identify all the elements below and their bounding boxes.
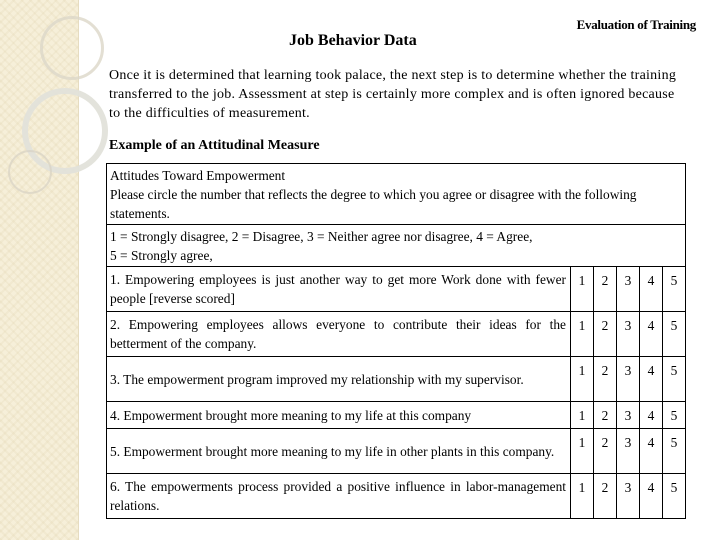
rating-option[interactable]: 3 xyxy=(617,402,640,429)
rating-option[interactable]: 1 xyxy=(571,267,594,312)
rating-option[interactable]: 2 xyxy=(594,402,617,429)
decorative-side-panel xyxy=(0,0,79,540)
rating-option[interactable]: 1 xyxy=(571,474,594,519)
page-title: Job Behavior Data xyxy=(289,32,417,49)
statement-row xyxy=(107,474,686,519)
rating-option[interactable]: 2 xyxy=(594,474,617,519)
intro-paragraph: Once it is determined that learning took palace, the next step is to determine whether the training transferred to the job. Assessment at step is certainly more complex and is often ignored because to the difficulties of measurement. xyxy=(109,68,677,121)
rating-option[interactable]: 3 xyxy=(617,474,640,519)
measure-header-cell xyxy=(107,164,686,225)
rating-option[interactable]: 4 xyxy=(640,402,663,429)
attitude-survey-table xyxy=(106,163,686,519)
statement-row xyxy=(107,267,686,312)
statement-text: 1. Empowering employees is just another way to get more Work done with fewer people [reverse scored] xyxy=(107,267,571,312)
rating-option[interactable]: 3 xyxy=(617,357,640,402)
scale-line: 5 = Strongly agree, xyxy=(110,248,213,263)
rating-option[interactable]: 1 xyxy=(571,357,594,402)
rating-option[interactable]: 3 xyxy=(617,267,640,312)
rating-option[interactable]: 4 xyxy=(640,474,663,519)
rating-option[interactable]: 2 xyxy=(594,429,617,474)
rating-option[interactable]: 1 xyxy=(571,312,594,357)
scale-cell xyxy=(107,225,686,267)
decorative-ring xyxy=(8,150,52,194)
rating-option[interactable]: 3 xyxy=(617,312,640,357)
rating-option[interactable]: 2 xyxy=(594,267,617,312)
rating-option[interactable]: 4 xyxy=(640,357,663,402)
statement-text: 5. Empowerment brought more meaning to my life in other plants in this company. xyxy=(107,429,571,474)
statement-text: 6. The empowerments process provided a positive influence in labor-management relations. xyxy=(107,474,571,519)
statement-text: 4. Empowerment brought more meaning to my life at this company xyxy=(107,402,571,429)
rating-option[interactable]: 5 xyxy=(663,267,686,312)
rating-option[interactable]: 5 xyxy=(663,474,686,519)
rating-option[interactable]: 4 xyxy=(640,429,663,474)
rating-option[interactable]: 5 xyxy=(663,357,686,402)
rating-option[interactable]: 5 xyxy=(663,402,686,429)
decorative-ring xyxy=(40,16,104,80)
rating-option[interactable]: 5 xyxy=(663,312,686,357)
measure-title: Attitudes Toward Empowerment xyxy=(110,168,286,183)
statement-text: 2. Empowering employees allows everyone to contribute their ideas for the betterment of the company. xyxy=(107,312,571,357)
rating-option[interactable]: 2 xyxy=(594,312,617,357)
rating-option[interactable]: 2 xyxy=(594,357,617,402)
statement-row xyxy=(107,357,686,402)
statement-row xyxy=(107,312,686,357)
example-title: Example of an Attitudinal Measure xyxy=(109,138,320,153)
rating-option[interactable]: 4 xyxy=(640,312,663,357)
section-title: Evaluation of Training xyxy=(576,17,696,32)
rating-option[interactable]: 3 xyxy=(617,429,640,474)
scale-row xyxy=(107,225,686,267)
rating-option[interactable]: 1 xyxy=(571,429,594,474)
statement-row xyxy=(107,429,686,474)
rating-option[interactable]: 1 xyxy=(571,402,594,429)
rating-option[interactable]: 5 xyxy=(663,429,686,474)
measure-header-row xyxy=(107,164,686,225)
rating-option[interactable]: 4 xyxy=(640,267,663,312)
statement-text: 3. The empowerment program improved my relationship with my supervisor. xyxy=(107,357,571,402)
statement-row xyxy=(107,402,686,429)
scale-line: 1 = Strongly disagree, 2 = Disagree, 3 = Neither agree nor disagree, 4 = Agree, xyxy=(110,229,533,244)
measure-instruction: Please circle the number that reflects the degree to which you agree or disagree with the following statements. xyxy=(110,187,637,221)
